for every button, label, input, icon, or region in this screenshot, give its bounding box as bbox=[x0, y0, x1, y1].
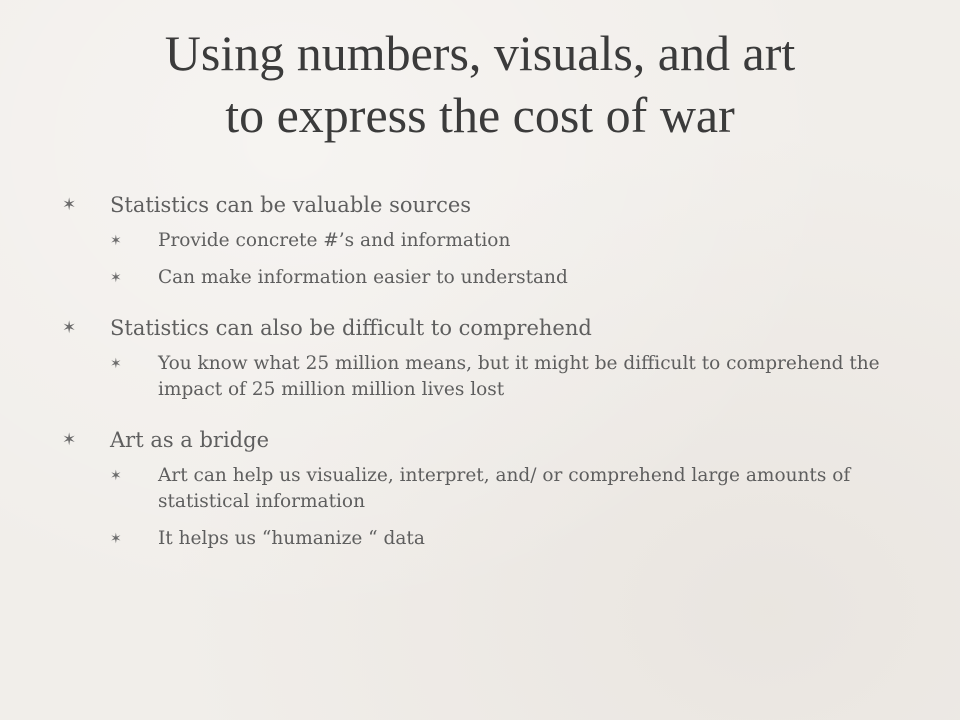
bullet-level2 bbox=[62, 265, 912, 291]
slide-title bbox=[40, 22, 920, 146]
bullet-text: Statistics can be valuable sources bbox=[110, 193, 472, 217]
star-bullet-icon: ✶ bbox=[110, 356, 122, 372]
bullet-group-statistics-valuable bbox=[62, 190, 912, 291]
bullet-level1 bbox=[62, 313, 912, 343]
star-bullet-icon: ✶ bbox=[110, 531, 122, 547]
bullet-text: Art as a bridge bbox=[110, 428, 269, 452]
slide-title-line-2: to express the cost of war bbox=[225, 87, 735, 143]
bullet-text: Art can help us visualize, interpret, and/ or comprehend large amounts of statistical information bbox=[158, 465, 851, 512]
star-bullet-icon: ✶ bbox=[110, 233, 122, 249]
bullet-text: Statistics can also be difficult to comprehend bbox=[110, 316, 592, 340]
bullet-level1 bbox=[62, 190, 912, 220]
bullet-text: Can make information easier to understand bbox=[158, 267, 568, 288]
slide-content bbox=[62, 190, 912, 574]
star-bullet-icon: ✶ bbox=[110, 270, 122, 286]
slide-title-line-1: Using numbers, visuals, and art bbox=[164, 25, 796, 81]
bullet-group-art-bridge bbox=[62, 425, 912, 552]
star-bullet-icon: ✶ bbox=[62, 195, 77, 215]
star-bullet-icon: ✶ bbox=[62, 430, 77, 450]
bullet-text: It helps us “humanize “ data bbox=[158, 528, 425, 549]
bullet-text: Provide concrete #’s and information bbox=[158, 230, 511, 251]
bullet-level2 bbox=[62, 228, 912, 254]
star-bullet-icon: ✶ bbox=[62, 318, 77, 338]
bullet-text: You know what 25 million means, but it might be difficult to comprehend the impact of 25 million million lives lost bbox=[158, 353, 880, 400]
bullet-level2 bbox=[62, 351, 912, 403]
star-bullet-icon: ✶ bbox=[110, 468, 122, 484]
bullet-level1 bbox=[62, 425, 912, 455]
bullet-level2 bbox=[62, 463, 912, 515]
bullet-level2 bbox=[62, 526, 912, 552]
bullet-group-statistics-difficult bbox=[62, 313, 912, 403]
